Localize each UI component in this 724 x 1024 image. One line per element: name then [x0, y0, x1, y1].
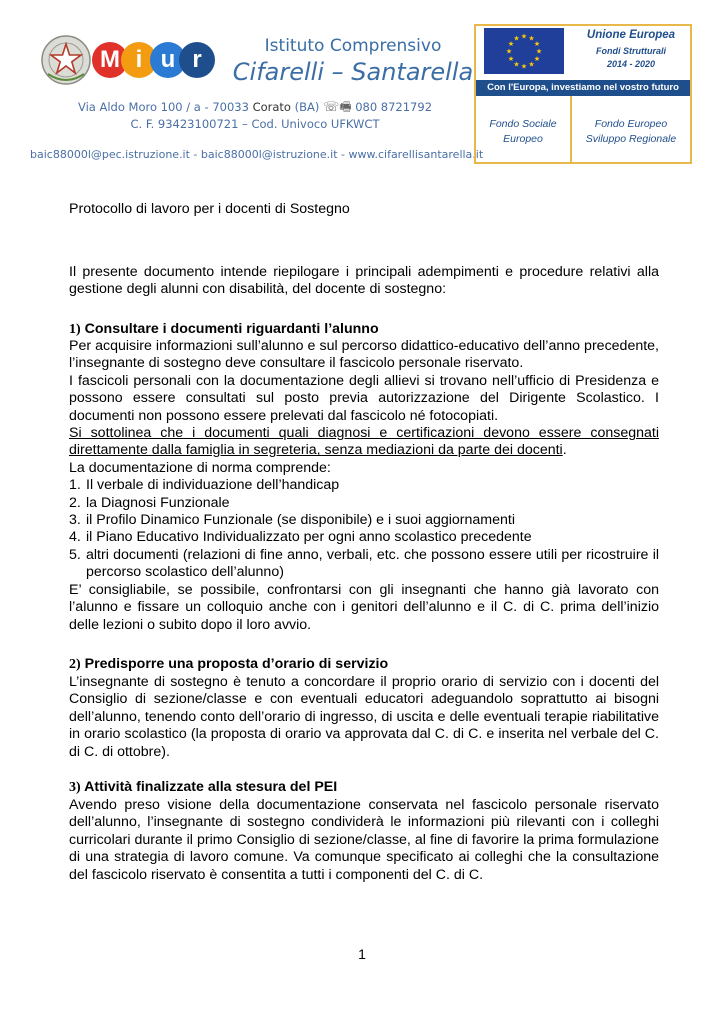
list-text: il Profilo Dinamico Funzionale (se disponibile) e i suoi aggiornamenti [86, 512, 515, 529]
miur-logo-letter: u [150, 42, 186, 78]
eu-star: ★ [533, 41, 541, 48]
eu-period: 2014 - 2020 [606, 59, 656, 69]
section-1-heading [69, 321, 659, 338]
section-3-body [69, 797, 659, 884]
list-item [69, 495, 659, 512]
list-number: 3. [69, 512, 81, 529]
list-number: 1. [69, 477, 81, 494]
list-number: 4. [69, 529, 81, 546]
miur-logo-letter: r [179, 42, 215, 78]
fund-social-europe [476, 117, 570, 147]
section-title: Consultare i documenti riguardanti l’alunno [84, 321, 379, 337]
list-item [69, 529, 659, 546]
section-number: 3) [69, 780, 81, 795]
list-text: Il verbale di individuazione dell’handicap [86, 477, 340, 494]
intro-paragraph: Il presente documento intende riepilogare i principali adempimenti e procedure relativi alla gestione degli alunni con disabilità, del docente di sostegno: [69, 264, 659, 298]
section-title: Predisporre una proposta d’orario di servizio [84, 656, 389, 672]
eu-subtitle: Fondi Strutturali [596, 46, 666, 56]
list-intro: La documentazione di norma comprende: [69, 459, 331, 476]
miur-logo-letter: M [92, 42, 128, 78]
fund-right-line2: Sviluppo Regionale [585, 133, 677, 145]
province: (BA) [294, 100, 320, 114]
eu-star: ★ [507, 41, 515, 48]
document-title: Protocollo di lavoro per i docenti di Sostegno [69, 201, 350, 217]
eu-funding-box [474, 24, 692, 164]
eu-star: ★ [535, 48, 543, 56]
section-number: 2) [69, 657, 81, 672]
phone-icon: ☏🖷 [323, 100, 352, 115]
eu-star: ★ [505, 48, 513, 56]
eu-star: ★ [513, 35, 520, 43]
list-item [69, 512, 659, 529]
list-item [69, 547, 659, 582]
section-2-para: L’insegnante di sostegno è tenuto a concordare il proprio orario di servizio con i docenti del Consiglio di sezione/classe e con eventuali educatori adeguandolo soprattutto ai bisogni dell’alunno, tenendo conto dell’orario di ingresso, di uscita e delle eventuali terapie riabilitative in orario scolastico (la proposta di orario va approvata dal C. di C. e inserita nel verbale del C. di C. di ottobre). [69, 674, 659, 760]
list-text: altri documenti (relazioni di fine anno, verbali, etc. che possono essere utili per ricostruire il percorso scolastico dell’alunno) [86, 546, 659, 581]
list-number: 2. [69, 494, 81, 511]
address: Via Aldo Moro 100 / a - 70033 [77, 100, 249, 114]
eu-star: ★ [520, 33, 528, 41]
section-2-body [69, 674, 659, 761]
page-number: 1 [358, 946, 366, 962]
miur-logo-letter: i [121, 42, 157, 78]
section-3-para: Avendo preso visione della documentazione conservata nel fascicolo personale riservato dell’alunno, l’insegnante di sostegno condividerà le informazioni più rilevanti con i colleghi curricolari durante il primo Consiglio di sezione/classe, al fine di favorire la prima formulazione di una strategia di lavoro comune. Va comunque specificato ai colleghi che la consultazione del fascicolo riservato è consentita a tutti i componenti del C. di C. [69, 797, 659, 883]
italian-republic-emblem [40, 34, 92, 86]
school-name-line1: Istituto Comprensivo [264, 36, 442, 56]
section-1-note [69, 425, 659, 460]
section-1-para3: E’ consigliabile, se possibile, confrontarsi con gli insegnanti che hanno già lavorato con l’alunno e fissare un colloquio anche con i genitori dell’alunno e il C. di C. prima dell’inizio delle lezioni o subito dopo il loro avvio. [69, 581, 659, 633]
eu-star: ★ [507, 56, 515, 63]
eu-star: ★ [520, 63, 528, 71]
fund-left-line1: Fondo Sociale [489, 118, 557, 130]
phone-number: 080 8721792 [355, 100, 433, 114]
eu-title: Unione Europea [586, 29, 676, 41]
fiscal-code-line: C. F. 93423100721 – Cod. Univoco UFKWCT [130, 117, 380, 131]
section-3-heading [69, 779, 659, 796]
list-item [69, 477, 659, 494]
fund-right-line1: Fondo Europeo [594, 118, 668, 130]
eu-star: ★ [513, 61, 520, 69]
section-title: Attività finalizzate alla stesura del PEI [84, 779, 338, 795]
section-1-para1: Per acquisire informazioni sull’alunno e sul percorso didattico-educativo dell’anno precedente, l’insegnante di sostegno deve consultare il fascicolo personale riservato. [69, 338, 659, 372]
eu-star: ★ [528, 61, 535, 69]
school-name-line2: Cifarelli – Santarella [232, 58, 474, 86]
eu-banner: Con l'Europa, investiamo nel vostro futuro [476, 80, 690, 96]
eu-flag-icon [484, 28, 564, 74]
eu-star: ★ [533, 56, 541, 63]
list-text: il Piano Educativo Individualizzato per ogni anno scolastico precedente [86, 529, 532, 546]
section-2-heading [69, 656, 659, 673]
fund-regional-development [572, 117, 690, 147]
fund-left-line2: Europeo [503, 133, 543, 145]
city: Corato [252, 100, 291, 114]
underlined-note: Si sottolinea che i documenti quali diagnosi e certificazioni devono essere consegnati direttamente dalla famiglia in segreteria, senza mediazioni da parte dei docenti [69, 425, 659, 459]
section-1-body [69, 338, 659, 634]
section-number: 1) [69, 322, 81, 337]
list-number: 5. [69, 546, 81, 563]
miur-logo [92, 40, 214, 84]
contact-emails-line: baic88000l@pec.istruzione.it - baic88000l@istruzione.it - www.cifarellisantarella.it [30, 148, 484, 161]
eu-star: ★ [528, 35, 535, 43]
list-text: la Diagnosi Funzionale [86, 494, 230, 511]
note-end: . [562, 442, 567, 459]
document-list [69, 477, 659, 581]
section-1-para2: I fascicoli personali con la documentazione degli allievi si trovano nell’ufficio di Presidenza e possono essere consultati sul posto previa autorizzazione del Dirigente Scolastico. I documenti non possono essere prelevati dal fascicolo né fotocopiati. [69, 372, 659, 424]
